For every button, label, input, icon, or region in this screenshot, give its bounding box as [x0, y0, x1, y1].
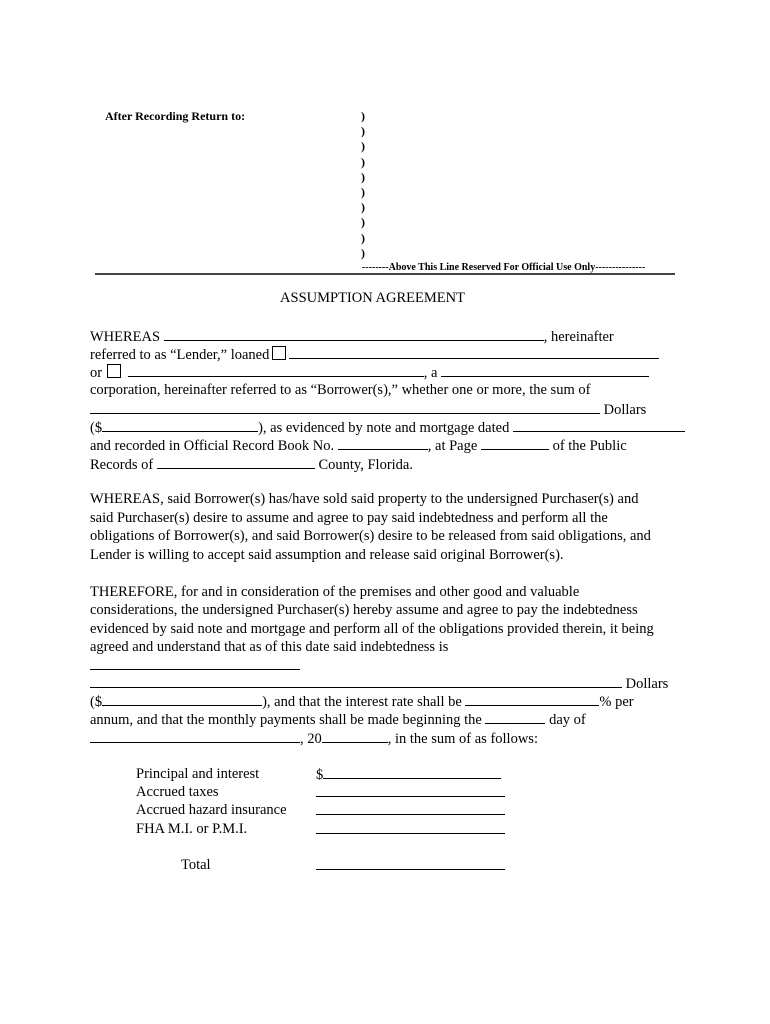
text: Dollars	[603, 402, 647, 418]
text: , a	[423, 365, 438, 381]
text: , in the sum of as follows:	[387, 731, 538, 747]
p3-line	[90, 656, 300, 675]
principal-blank[interactable]	[323, 765, 501, 779]
indebtedness-words-blank[interactable]	[90, 674, 622, 688]
p2-line: obligations of Borrower(s), and said Borrower(s) desire to be released from said obligations, and	[90, 528, 651, 544]
paren: )	[361, 109, 365, 123]
p1-line	[90, 363, 649, 382]
return-label: After Recording Return to:	[105, 109, 246, 123]
insurance-field	[316, 801, 505, 820]
text: Dollars	[625, 676, 669, 692]
mortgage-date-blank[interactable]	[513, 418, 685, 432]
text: ), and that the interest rate shall be	[262, 694, 462, 710]
p1-line	[90, 418, 685, 437]
text: referred to as “Lender,” loaned	[90, 347, 270, 363]
row-label: Accrued taxes	[136, 784, 219, 800]
day-blank[interactable]	[485, 710, 545, 724]
p3-line	[90, 729, 538, 748]
text: , 20	[300, 731, 322, 747]
official-use-note: --------Above This Line Reserved For Official Use Only---------------	[362, 262, 646, 273]
book-no-blank[interactable]	[338, 436, 428, 450]
paren: )	[361, 200, 365, 215]
text: WHEREAS	[90, 329, 161, 345]
p1-line	[90, 436, 627, 455]
text: of the Public	[552, 438, 627, 454]
p3-line: agreed and understand that as of this date said indebtedness is	[90, 639, 449, 655]
county-blank[interactable]	[157, 455, 315, 469]
paren: )	[361, 230, 365, 245]
p1-line	[90, 327, 614, 346]
text: day of	[549, 712, 586, 728]
paren: )	[361, 139, 365, 154]
p2-line: WHEREAS, said Borrower(s) has/have sold said property to the undersigned Purchaser(s) and	[90, 491, 639, 507]
borrower-blank[interactable]	[289, 345, 659, 359]
interest-rate-blank[interactable]	[465, 692, 599, 706]
text: ($	[90, 420, 103, 436]
p2-line: Lender is willing to accept said assumption and release said original Borrower(s).	[90, 547, 564, 563]
text: Records of	[90, 457, 154, 473]
p3-line	[90, 710, 586, 729]
principal-field	[316, 765, 501, 784]
pmi-blank[interactable]	[316, 820, 505, 834]
p3-line	[90, 674, 668, 693]
p3-line	[90, 692, 634, 711]
paren: )	[361, 154, 365, 169]
p1-line	[90, 455, 413, 474]
document-title: ASSUMPTION AGREEMENT	[280, 290, 465, 306]
text: ($	[90, 694, 103, 710]
page-blank[interactable]	[481, 436, 549, 450]
row-label: Accrued hazard insurance	[136, 802, 287, 818]
paren: )	[361, 215, 365, 230]
text: ), as evidenced by note and mortgage dated	[258, 420, 510, 436]
total-blank[interactable]	[316, 856, 505, 870]
corporation-state-blank[interactable]	[441, 363, 649, 377]
row-label: Principal and interest	[136, 766, 260, 782]
insurance-blank[interactable]	[316, 801, 505, 815]
text: , at Page	[427, 438, 478, 454]
p1-line	[90, 345, 659, 364]
p3-line: THEREFORE, for and in consideration of the premises and other good and valuable	[90, 584, 580, 600]
indebtedness-amount-blank[interactable]	[102, 692, 262, 706]
text: $	[316, 767, 324, 783]
paren: )	[361, 245, 365, 260]
paren: )	[361, 185, 365, 200]
p3-line: considerations, the undersigned Purchaser(s) hereby assume and agree to pay the indebtedness	[90, 602, 638, 618]
sum-words-blank[interactable]	[90, 400, 600, 414]
month-blank[interactable]	[90, 729, 300, 743]
year-blank[interactable]	[322, 729, 388, 743]
pmi-field	[316, 820, 505, 839]
paren-column	[361, 109, 365, 261]
p2-line: said Purchaser(s) desire to assume and agree to pay said indebtedness and perform all the	[90, 510, 608, 526]
paren: )	[361, 169, 365, 184]
taxes-blank[interactable]	[316, 783, 505, 797]
corporation-name-blank[interactable]	[128, 363, 424, 377]
total-field	[316, 856, 505, 875]
checkbox[interactable]	[272, 346, 286, 360]
taxes-field	[316, 783, 505, 802]
row-label: FHA M.I. or P.M.I.	[136, 821, 248, 837]
checkbox[interactable]	[107, 364, 121, 378]
lender-name-blank[interactable]	[164, 327, 544, 341]
text: County, Florida.	[318, 457, 413, 473]
p3-line: evidenced by said note and mortgage and perform all of the obligations provided therein, it being	[90, 621, 654, 637]
text: and recorded in Official Record Book No.	[90, 438, 335, 454]
text: or	[90, 365, 103, 381]
indebtedness-blank[interactable]	[90, 656, 300, 670]
paren: )	[361, 124, 365, 139]
p1-line	[90, 400, 646, 419]
text: % per	[599, 694, 634, 710]
text: , hereinafter	[543, 329, 614, 345]
sum-amount-blank[interactable]	[102, 418, 258, 432]
p1-line: corporation, hereinafter referred to as “Borrower(s),” whether one or more, the sum of	[90, 382, 591, 398]
total-label: Total	[181, 857, 211, 873]
text: annum, and that the monthly payments shall be made beginning the	[90, 712, 482, 728]
divider	[95, 273, 675, 275]
